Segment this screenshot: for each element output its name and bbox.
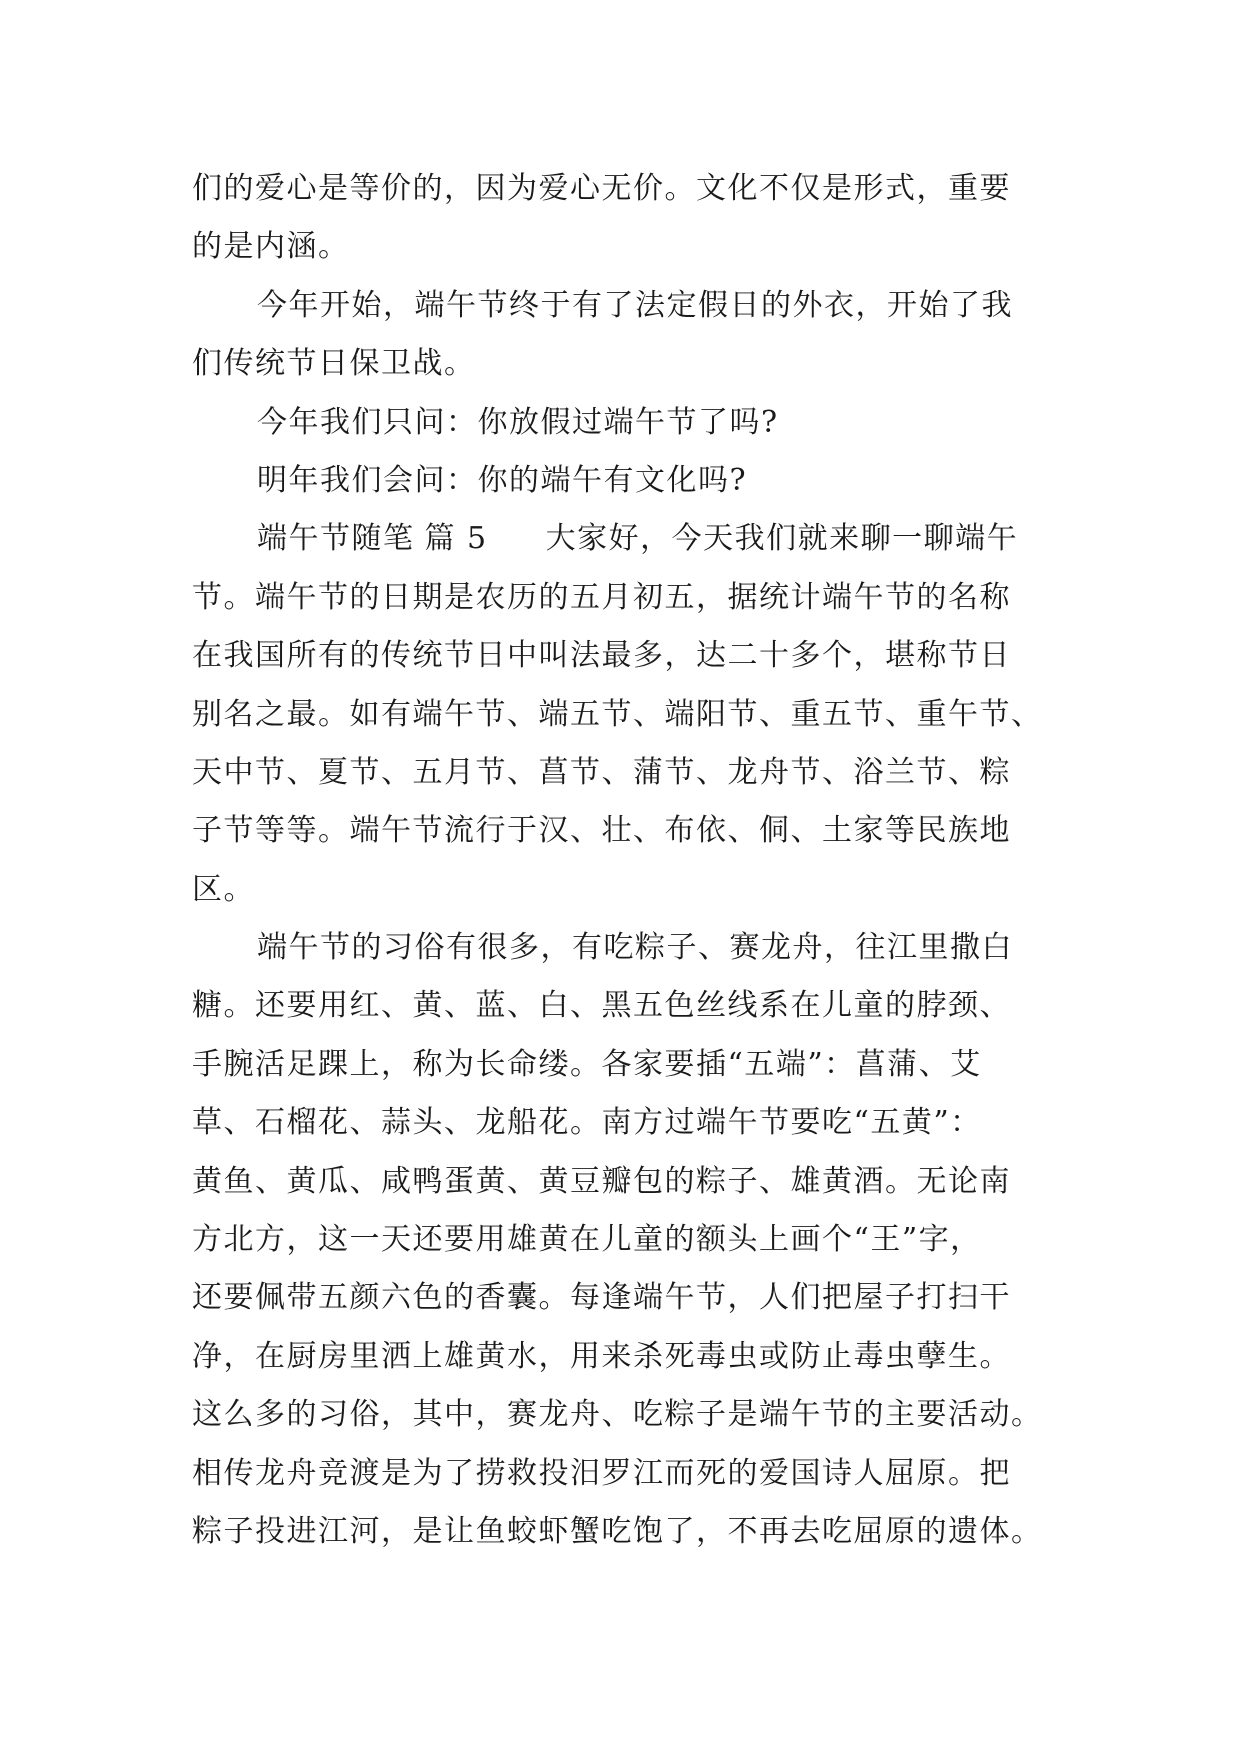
text-line: 相传龙舟竞渡是为了捞救投汨罗江而死的爱国诗人屈原。把: [192, 1455, 1011, 1491]
text-line: 别名之最。如有端午节、端五节、端阳节、重五节、重午节、: [192, 696, 1043, 732]
text-line: 子节等等。端午节流行于汉、壮、布依、侗、土家等民族地: [192, 813, 1011, 849]
paragraph-first-line: 今年我们只问：你放假过端午节了吗?: [257, 404, 779, 440]
paragraph-first-line: 端午节的习俗有很多，有吃粽子、赛龙舟，往江里撒白: [257, 930, 1013, 966]
text-line: 还要佩带五颜六色的香囊。每逢端午节，人们把屋子打扫干: [192, 1280, 1011, 1316]
text-line: 粽子投进江河，是让鱼蛟虾蟹吃饱了，不再去吃屈原的遗体。: [192, 1513, 1043, 1549]
text-line: 净，在厨房里洒上雄黄水，用来杀死毒虫或防止毒虫孽生。: [192, 1338, 1011, 1374]
text-line: 黄鱼、黄瓜、咸鸭蛋黄、黄豆瓣包的粽子、雄黄酒。无论南: [192, 1163, 1011, 1199]
section-heading-line: [192, 510, 1072, 568]
text-line: 区。: [192, 871, 255, 907]
text-line: 在我国所有的传统节日中叫法最多，达二十多个，堪称节日: [192, 638, 1011, 674]
text-line: 节。端午节的日期是农历的五月初五，据统计端午节的名称: [192, 579, 1011, 615]
section-number: 篇 5: [424, 521, 488, 557]
section-intro-text: 大家好，今天我们就来聊一聊端午: [545, 521, 1019, 557]
text-line: 手腕活足踝上，称为长命缕。各家要插“五端”：菖蒲、艾: [192, 1046, 982, 1082]
text-line: 的是内涵。: [192, 229, 350, 265]
document-body: [192, 160, 1072, 1561]
text-line: 们传统节日保卫战。: [192, 346, 476, 382]
text-line: 糖。还要用红、黄、蓝、白、黑五色丝线系在儿童的脖颈、: [192, 988, 1011, 1024]
text-line: 天中节、夏节、五月节、菖节、蒲节、龙舟节、浴兰节、粽: [192, 754, 1011, 790]
paragraph-first-line: 今年开始，端午节终于有了法定假日的外衣，开始了我: [257, 287, 1013, 323]
text-line: 方北方，这一天还要用雄黄在儿童的额头上画个“王”字，: [192, 1222, 982, 1258]
text-line: 这么多的习俗，其中，赛龙舟、吃粽子是端午节的主要活动。: [192, 1397, 1043, 1433]
text-line: 草、石榴花、蒜头、龙船花。南方过端午节要吃“五黄”：: [192, 1105, 982, 1141]
text-line: 们的爱心是等价的，因为爱心无价。文化不仅是形式，重要: [192, 171, 1011, 206]
paragraph-first-line: 明年我们会问：你的端午有文化吗?: [257, 462, 748, 498]
section-title: 端午节随笔: [257, 521, 415, 557]
